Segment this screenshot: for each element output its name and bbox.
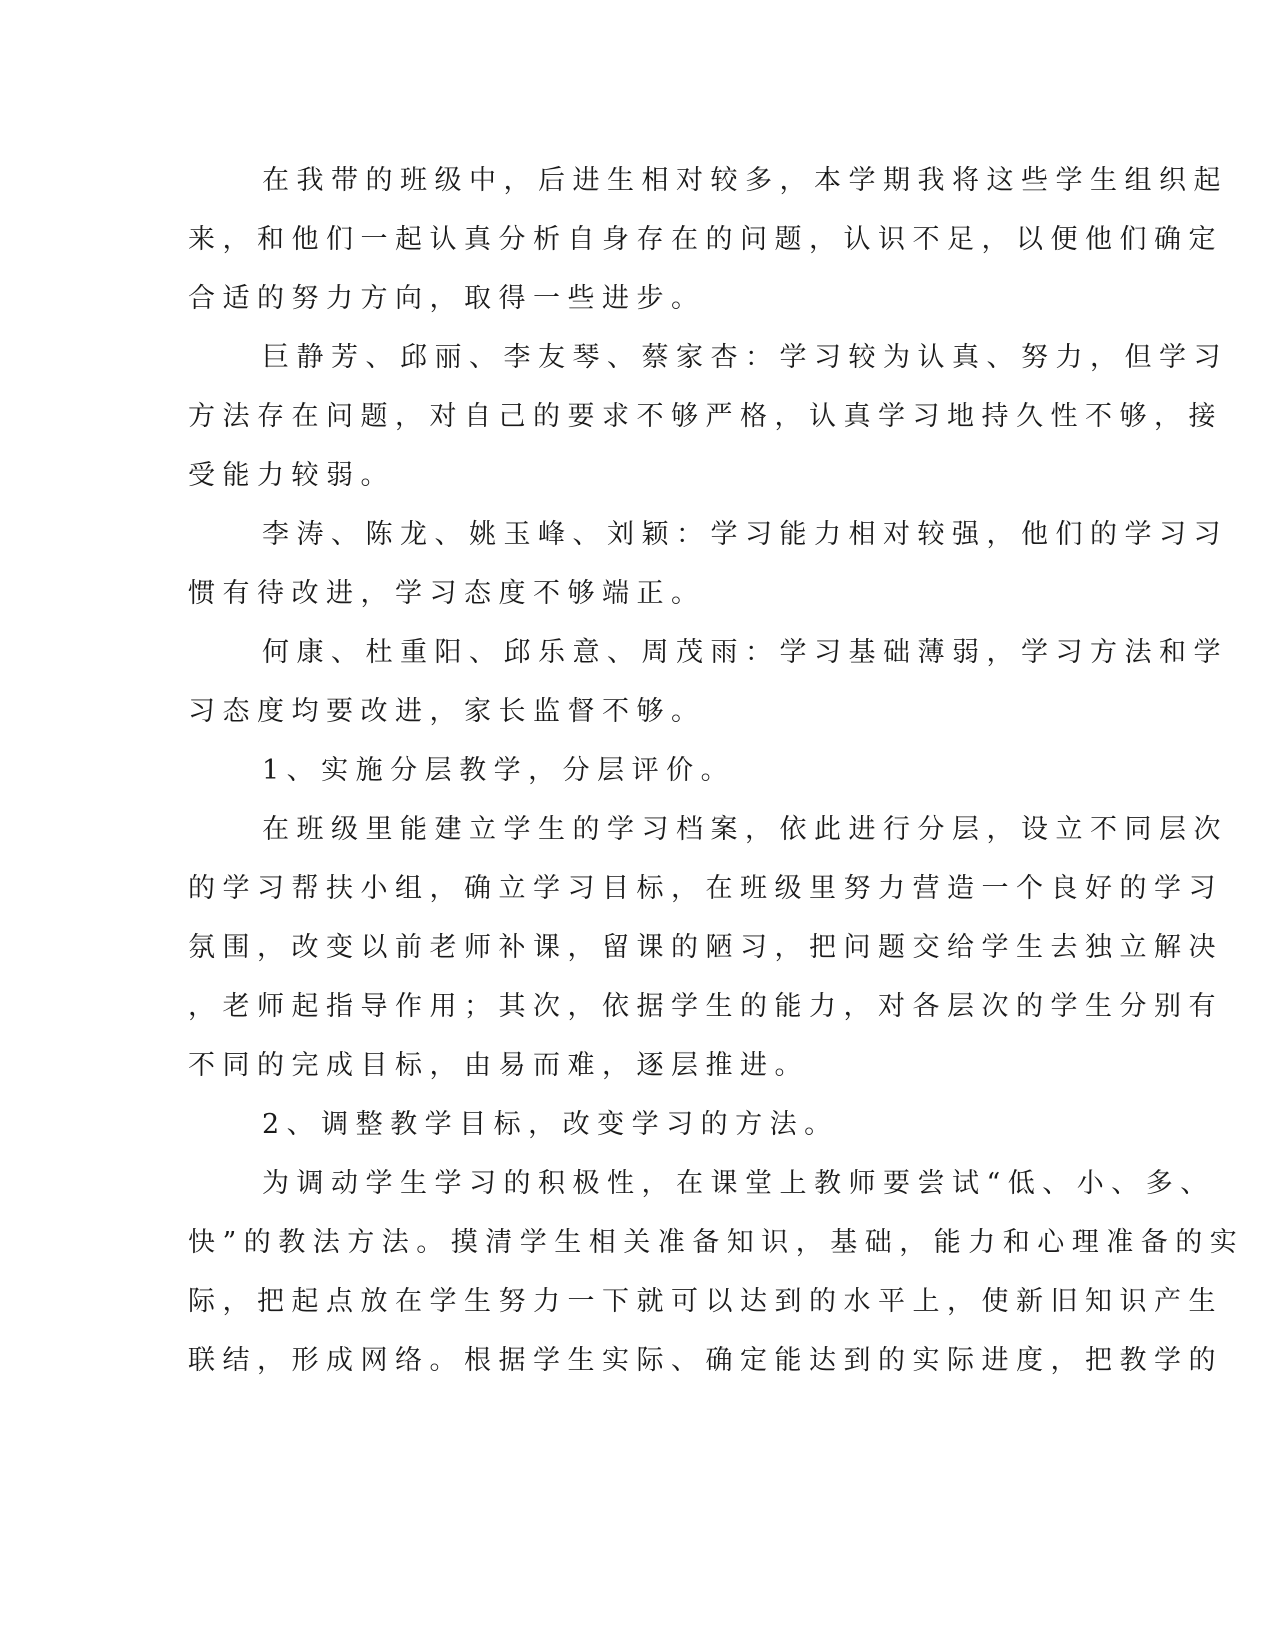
section-heading: 2、调整教学目标，改变学习的方法。 [262,1109,839,1140]
text-line: ，老师起指导作用；其次，依据学生的能力，对各层次的学生分别有 [188,991,1223,1022]
text-line: 为调动学生学习的积极性，在课堂上教师要尝试“低、小、多、 [262,1168,1215,1199]
text-line: 来，和他们一起认真分析自身存在的问题，认识不足，以便他们确定 [188,224,1223,255]
text-line: 不同的完成目标，由易而难，逐层推进。 [188,1050,809,1081]
section-heading: 1、实施分层教学，分层评价。 [262,755,736,786]
text-line: 快”的教法方法。摸清学生相关准备知识，基础，能力和心理准备的实 [188,1227,1245,1258]
text-line: 受能力较弱。 [188,460,395,491]
text-line: 巨静芳、邱丽、李友琴、蔡家杏：学习较为认真、努力，但学习 [262,342,1228,373]
text-line: 合适的努力方向，取得一些进步。 [188,283,706,314]
text-line: 习态度均要改进，家长监督不够。 [188,696,706,727]
text-line: 方法存在问题，对自己的要求不够严格，认真学习地持久性不够，接 [188,401,1223,432]
text-line: 何康、杜重阳、邱乐意、周茂雨：学习基础薄弱，学习方法和学 [262,637,1228,668]
text-line: 的学习帮扶小组，确立学习目标，在班级里努力营造一个良好的学习 [188,873,1223,904]
text-line: 李涛、陈龙、姚玉峰、刘颖：学习能力相对较强，他们的学习习 [262,519,1228,550]
text-line: 在班级里能建立学生的学习档案，依此进行分层，设立不同层次 [262,814,1228,845]
text-line: 联结，形成网络。根据学生实际、确定能达到的实际进度，把教学的 [188,1345,1223,1376]
text-line: 惯有待改进，学习态度不够端正。 [188,578,706,609]
text-line: 氛围，改变以前老师补课，留课的陋习，把问题交给学生去独立解决 [188,932,1223,963]
text-line: 际，把起点放在学生努力一下就可以达到的水平上，使新旧知识产生 [188,1286,1223,1317]
text-line: 在我带的班级中，后进生相对较多，本学期我将这些学生组织起 [262,165,1228,196]
